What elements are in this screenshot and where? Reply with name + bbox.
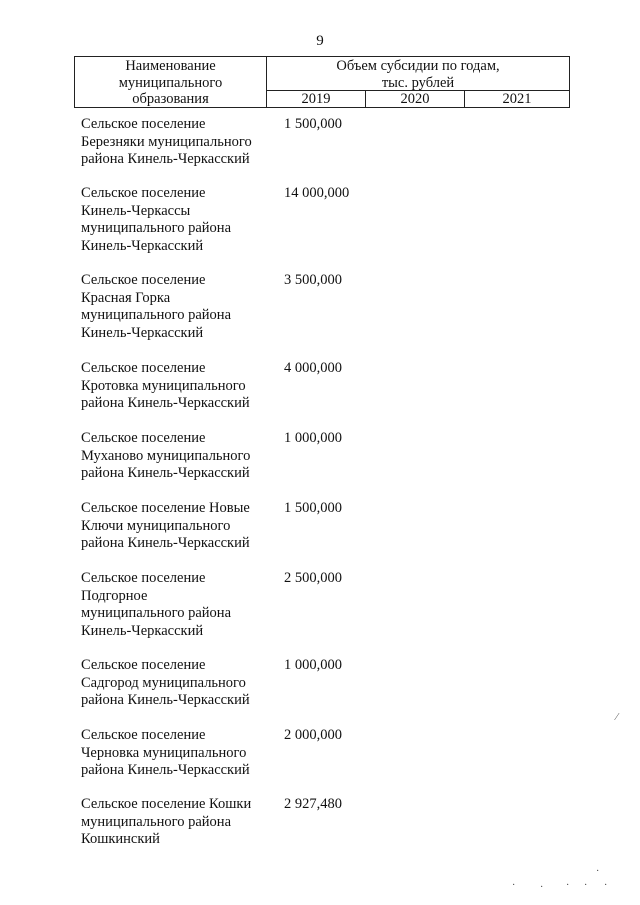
row-value-2019: 4 000,000 xyxy=(284,360,342,376)
header-municipality-name: Наименование муниципального образования xyxy=(75,57,267,107)
scan-speck: · xyxy=(584,880,588,891)
row-municipality-name: Сельское поселение Подгорное муниципального района Кинель-Черкасский xyxy=(81,570,231,639)
row-municipality-name: Сельское поселение Садгород муниципального района Кинель-Черкасский xyxy=(81,657,250,708)
scan-speck: · xyxy=(512,880,516,891)
header-year-2021: 2021 xyxy=(502,91,532,107)
row-value-2019: 1 500,000 xyxy=(284,500,342,516)
row-value-2019: 3 500,000 xyxy=(284,272,342,288)
row-value-2019: 2 500,000 xyxy=(284,570,342,586)
scan-speck: · xyxy=(540,882,544,893)
row-value-2019: 2 927,480 xyxy=(284,796,342,812)
scan-speck: ⁄ xyxy=(616,712,618,723)
header-subsidy-volume: Объем субсидии по годам, тыс. рублей xyxy=(267,57,569,91)
row-municipality-name: Сельское поселение Березняки муниципального района Кинель-Черкасский xyxy=(81,116,252,167)
scan-speck: · xyxy=(596,866,600,877)
row-municipality-name: Сельское поселение Кошки муниципального района Кошкинский xyxy=(81,796,252,847)
scan-speck: · xyxy=(566,880,570,891)
row-municipality-name: Сельское поселение Красная Горка муниципального района Кинель-Черкасский xyxy=(81,272,231,341)
header-year-2020: 2020 xyxy=(366,91,465,107)
scan-speck: · xyxy=(604,880,608,891)
row-municipality-name: Сельское поселение Черновка муниципального района Кинель-Черкасский xyxy=(81,727,250,778)
row-municipality-name: Сельское поселение Кинель-Черкассы муниципального района Кинель-Черкасский xyxy=(81,185,231,254)
row-municipality-name: Сельское поселение Муханово муниципального района Кинель-Черкасский xyxy=(81,430,251,481)
row-value-2019: 1 000,000 xyxy=(284,657,342,673)
row-value-2019: 1 500,000 xyxy=(284,116,342,132)
row-value-2019: 2 000,000 xyxy=(284,727,342,743)
table-header xyxy=(74,56,570,108)
row-value-2019: 1 000,000 xyxy=(284,430,342,446)
row-value-2019: 14 000,000 xyxy=(284,185,350,201)
row-municipality-name: Сельское поселение Новые Ключи муниципального района Кинель-Черкасский xyxy=(81,500,250,551)
row-municipality-name: Сельское поселение Кротовка муниципального района Кинель-Черкасский xyxy=(81,360,250,411)
page-number: 9 xyxy=(316,33,324,49)
header-year-2019: 2019 xyxy=(267,91,366,107)
